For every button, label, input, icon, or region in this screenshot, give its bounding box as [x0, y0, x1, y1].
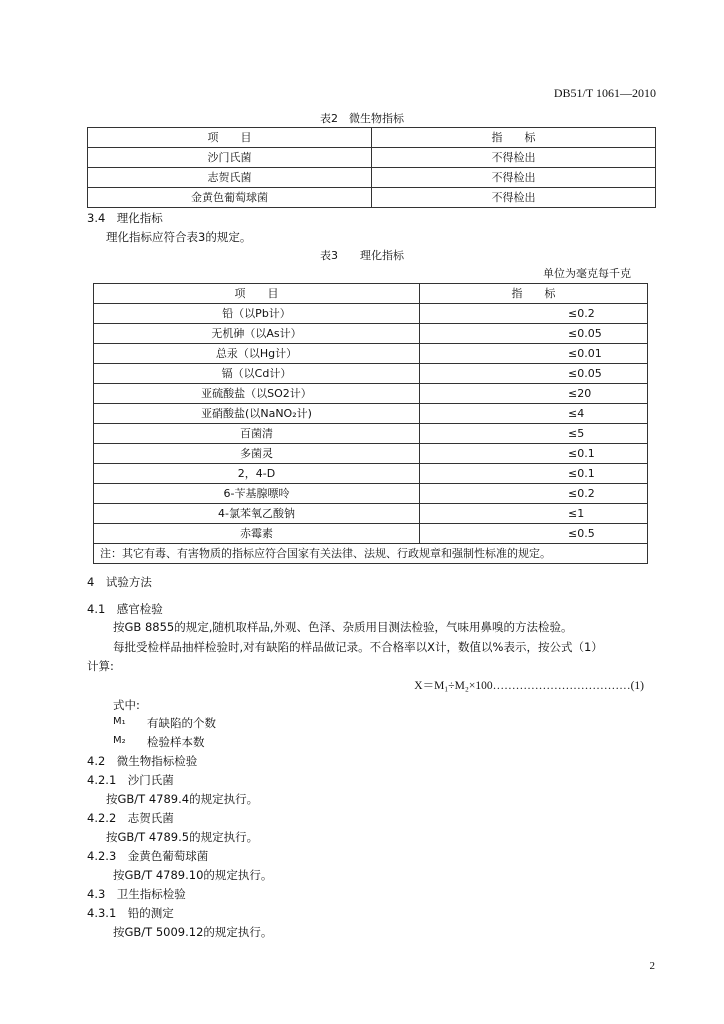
column-header-indicator: 指 标: [372, 128, 656, 148]
column-header-indicator: 指 标: [420, 284, 648, 304]
item-cell: 铅（以Pb计）: [94, 304, 420, 324]
value-cell: ≤20: [420, 384, 648, 404]
table-row: [94, 384, 648, 404]
table-row: [94, 364, 648, 384]
symbol-m1-desc: 有缺陷的个数: [147, 716, 216, 730]
item-cell: 百菌清: [94, 424, 420, 444]
table-row: [88, 148, 656, 168]
symbol-m2: M₂: [113, 735, 126, 746]
item-cell: 志贺氏菌: [88, 168, 372, 188]
item-cell: 亚硝酸盐(以NaNO₂计): [94, 404, 420, 424]
value-cell: 不得检出: [372, 148, 656, 168]
section-4-2-1-text: 按GB/T 4789.4的规定执行。: [106, 792, 259, 806]
symbol-m1: M₁: [113, 716, 126, 727]
column-header-item: 项 目: [88, 128, 372, 148]
microbial-indicator-table: [87, 127, 656, 208]
table-row: [94, 524, 648, 544]
value-cell: ≤0.1: [420, 444, 648, 464]
section-4-2-2-text: 按GB/T 4789.5的规定执行。: [106, 830, 259, 844]
value-cell: ≤4: [420, 404, 648, 424]
table-row: [94, 444, 648, 464]
table-row: [88, 168, 656, 188]
section-4-1-heading: 4.1 感官检验: [87, 602, 163, 616]
value-cell: ≤0.05: [420, 364, 648, 384]
item-cell: 4-氯苯氧乙酸钠: [94, 504, 420, 524]
formula-1: X＝M₁÷M₂×100………………………………(1): [414, 680, 644, 692]
section-4-2-3-heading: 4.2.3 金黄色葡萄球菌: [87, 849, 209, 863]
page-number: 2: [649, 960, 655, 972]
value-cell: ≤0.1: [420, 464, 648, 484]
section-4-3-1-heading: 4.3.1 铅的测定: [87, 906, 174, 920]
table-row: [94, 404, 648, 424]
section-4-2-3-text: 按GB/T 4789.10的规定执行。: [113, 868, 273, 882]
section-4-2-1-heading: 4.2.1 沙门氏菌: [87, 773, 174, 787]
section-4-1-para2-cont: 计算:: [87, 659, 114, 673]
item-cell: 无机砷（以As计）: [94, 324, 420, 344]
value-cell: ≤1: [420, 504, 648, 524]
item-cell: 赤霉素: [94, 524, 420, 544]
table3-caption: 表3 理化指标: [320, 249, 404, 262]
symbol-m2-desc: 检验样本数: [147, 735, 205, 749]
section-3-4-text: 理化指标应符合表3的规定。: [106, 230, 252, 244]
value-cell: 不得检出: [372, 168, 656, 188]
physicochemical-indicator-table: [93, 283, 648, 564]
table2-caption: 表2 微生物指标: [320, 112, 404, 125]
standard-number: DB51/T 1061—2010: [553, 86, 656, 100]
value-cell: ≤0.05: [420, 324, 648, 344]
section-4-1-para1: 按GB 8855的规定,随机取样品,外观、色泽、杂质用目测法检验，气味用鼻嗅的方法检验。: [113, 620, 573, 634]
table-row: [88, 188, 656, 208]
item-cell: 6-苄基腺嘌呤: [94, 484, 420, 504]
column-header-item: 项 目: [94, 284, 420, 304]
table-row: [94, 324, 648, 344]
value-cell: ≤0.5: [420, 524, 648, 544]
table-row: [94, 484, 648, 504]
value-cell: 不得检出: [372, 188, 656, 208]
table-row: [94, 304, 648, 324]
value-cell: ≤5: [420, 424, 648, 444]
section-4-heading: 4 试验方法: [87, 575, 152, 589]
item-cell: 沙门氏菌: [88, 148, 372, 168]
section-4-3-heading: 4.3 卫生指标检验: [87, 887, 186, 901]
value-cell: ≤0.01: [420, 344, 648, 364]
value-cell: ≤0.2: [420, 484, 648, 504]
table-note-row: [94, 544, 648, 564]
section-4-2-heading: 4.2 微生物指标检验: [87, 754, 198, 768]
table-header-row: [88, 128, 656, 148]
section-4-1-para2: 每批受检样品抽样检验时,对有缺陷的样品做记录。不合格率以X计，数值以%表示，按公式（1）: [113, 640, 603, 654]
item-cell: 镉（以Cd计）: [94, 364, 420, 384]
table-note: 注：其它有毒、有害物质的指标应符合国家有关法律、法规、行政规章和强制性标准的规定。: [94, 544, 648, 564]
section-4-2-2-heading: 4.2.2 志贺氏菌: [87, 811, 174, 825]
section-4-3-1-text: 按GB/T 5009.12的规定执行。: [113, 925, 273, 939]
table-row: [94, 504, 648, 524]
table-header-row: [94, 284, 648, 304]
unit-label: 单位为毫克每千克: [543, 267, 631, 280]
table-row: [94, 344, 648, 364]
item-cell: 2，4-D: [94, 464, 420, 484]
table-row: [94, 464, 648, 484]
table-row: [94, 424, 648, 444]
item-cell: 总汞（以Hg计）: [94, 344, 420, 364]
item-cell: 多菌灵: [94, 444, 420, 464]
section-3-4-heading: 3.4 理化指标: [87, 211, 163, 225]
item-cell: 金黄色葡萄球菌: [88, 188, 372, 208]
value-cell: ≤0.2: [420, 304, 648, 324]
item-cell: 亚硫酸盐（以SO2计）: [94, 384, 420, 404]
where-label: 式中:: [113, 698, 140, 712]
